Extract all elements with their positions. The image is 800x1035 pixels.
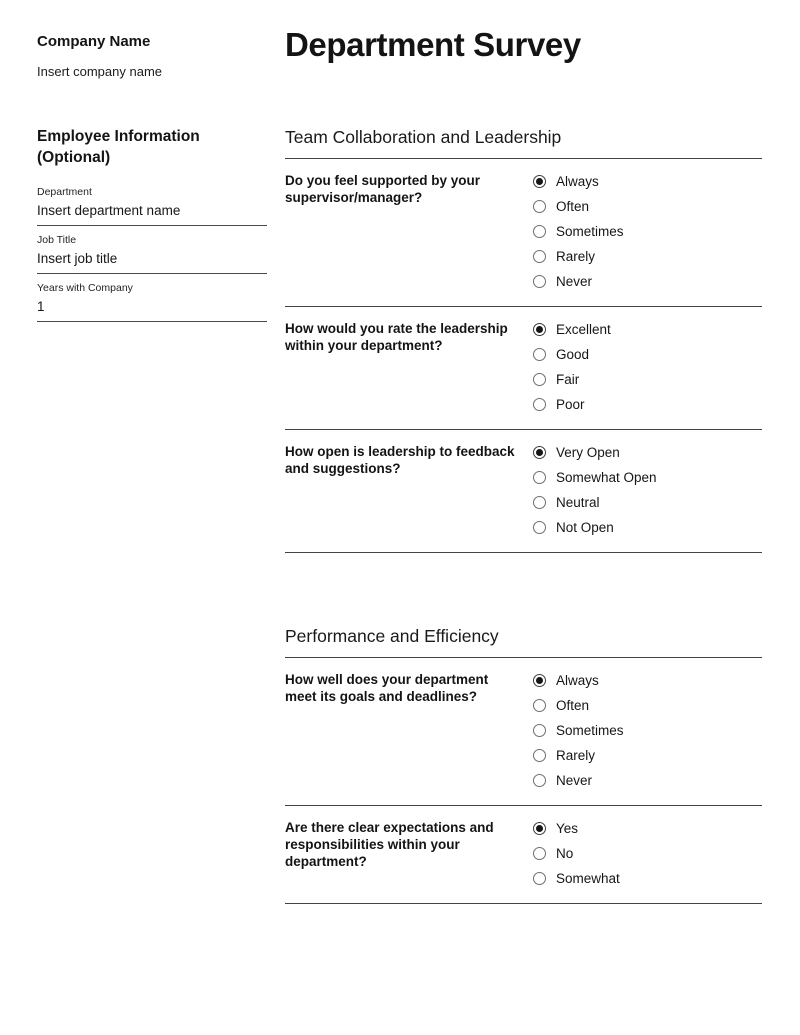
section-performance-and-efficiency (285, 625, 762, 904)
radio-option[interactable] (533, 222, 762, 240)
option-label: Never (556, 772, 593, 788)
radio-option[interactable] (533, 671, 762, 689)
radio-option[interactable] (533, 172, 762, 190)
radio-option[interactable] (533, 320, 762, 338)
employee-info-heading: Employee Information (Optional) (37, 128, 200, 166)
radio-icon[interactable] (533, 373, 546, 386)
question-text: How open is leadership to feedback and suggestions? (285, 444, 515, 476)
section-heading: Performance and Efficiency (285, 625, 762, 658)
question-text: How would you rate the leadership within your department? (285, 321, 508, 353)
option-label: Fair (556, 371, 580, 387)
radio-option[interactable] (533, 493, 762, 511)
radio-option[interactable] (533, 696, 762, 714)
radio-icon[interactable] (533, 250, 546, 263)
question-row (285, 806, 762, 904)
section-team-collaboration-and-leadership (285, 126, 762, 553)
survey-sections (285, 126, 762, 904)
radio-option[interactable] (533, 395, 762, 413)
radio-option[interactable] (533, 746, 762, 764)
field-label-department: Department (37, 186, 92, 198)
option-label: Somewhat (556, 870, 620, 886)
radio-option[interactable] (533, 370, 762, 388)
radio-selected-icon[interactable] (533, 175, 546, 188)
radio-option[interactable] (533, 819, 762, 837)
radio-option[interactable] (533, 844, 762, 862)
options-group (533, 671, 762, 789)
question-text: How well does your department meet its goals and deadlines? (285, 672, 489, 704)
radio-icon[interactable] (533, 398, 546, 411)
radio-icon[interactable] (533, 749, 546, 762)
option-label: Yes (556, 820, 579, 836)
radio-option[interactable] (533, 345, 762, 363)
field-years-with-company (37, 282, 267, 322)
radio-option[interactable] (533, 247, 762, 265)
radio-icon[interactable] (533, 496, 546, 509)
field-label-years-with-company: Years with Company (37, 282, 133, 294)
options-group (533, 320, 762, 413)
radio-icon[interactable] (533, 521, 546, 534)
radio-selected-icon[interactable] (533, 674, 546, 687)
radio-selected-icon[interactable] (533, 822, 546, 835)
company-name-heading: Company Name (37, 33, 151, 50)
radio-selected-icon[interactable] (533, 323, 546, 336)
radio-icon[interactable] (533, 847, 546, 860)
option-label: Never (556, 273, 593, 289)
radio-option[interactable] (533, 272, 762, 290)
option-label: No (556, 845, 574, 861)
options-group (533, 172, 762, 290)
option-label: Very Open (556, 444, 620, 460)
radio-option[interactable] (533, 197, 762, 215)
company-name-input[interactable]: Insert company name (37, 64, 163, 79)
radio-icon[interactable] (533, 225, 546, 238)
radio-option[interactable] (533, 721, 762, 739)
option-label: Neutral (556, 494, 600, 510)
question-row (285, 658, 762, 806)
radio-selected-icon[interactable] (533, 446, 546, 459)
question-text: Do you feel supported by your supervisor/manager? (285, 173, 481, 205)
question-row (285, 430, 762, 553)
options-group (533, 443, 762, 536)
option-label: Poor (556, 396, 585, 412)
radio-icon[interactable] (533, 872, 546, 885)
options-group (533, 819, 762, 887)
page-title: Department Survey (285, 26, 581, 63)
radio-option[interactable] (533, 468, 762, 486)
radio-option[interactable] (533, 771, 762, 789)
radio-icon[interactable] (533, 471, 546, 484)
radio-icon[interactable] (533, 699, 546, 712)
option-label: Often (556, 697, 590, 713)
option-label: Always (556, 672, 599, 688)
radio-option[interactable] (533, 518, 762, 536)
option-label: Somewhat Open (556, 469, 657, 485)
question-row (285, 159, 762, 307)
option-label: Sometimes (556, 722, 624, 738)
employee-fields (37, 186, 267, 322)
option-label: Always (556, 173, 599, 189)
radio-icon[interactable] (533, 275, 546, 288)
radio-option[interactable] (533, 443, 762, 461)
field-input-years-with-company[interactable]: 1 (37, 299, 45, 314)
radio-icon[interactable] (533, 200, 546, 213)
option-label: Not Open (556, 519, 614, 535)
radio-icon[interactable] (533, 774, 546, 787)
option-label: Often (556, 198, 590, 214)
section-heading: Team Collaboration and Leadership (285, 126, 762, 159)
option-label: Good (556, 346, 590, 362)
field-department (37, 186, 267, 226)
field-input-job-title[interactable]: Insert job title (37, 251, 118, 266)
option-label: Rarely (556, 747, 596, 763)
radio-icon[interactable] (533, 724, 546, 737)
option-label: Sometimes (556, 223, 624, 239)
radio-option[interactable] (533, 869, 762, 887)
sidebar (37, 0, 267, 322)
radio-icon[interactable] (533, 348, 546, 361)
field-label-job-title: Job Title (37, 234, 77, 246)
survey-main (285, 0, 762, 904)
question-text: Are there clear expectations and responsibilities within your department? (285, 820, 494, 869)
field-input-department[interactable]: Insert department name (37, 203, 181, 218)
field-job-title (37, 234, 267, 274)
option-label: Excellent (556, 321, 611, 337)
question-row (285, 307, 762, 430)
option-label: Rarely (556, 248, 596, 264)
